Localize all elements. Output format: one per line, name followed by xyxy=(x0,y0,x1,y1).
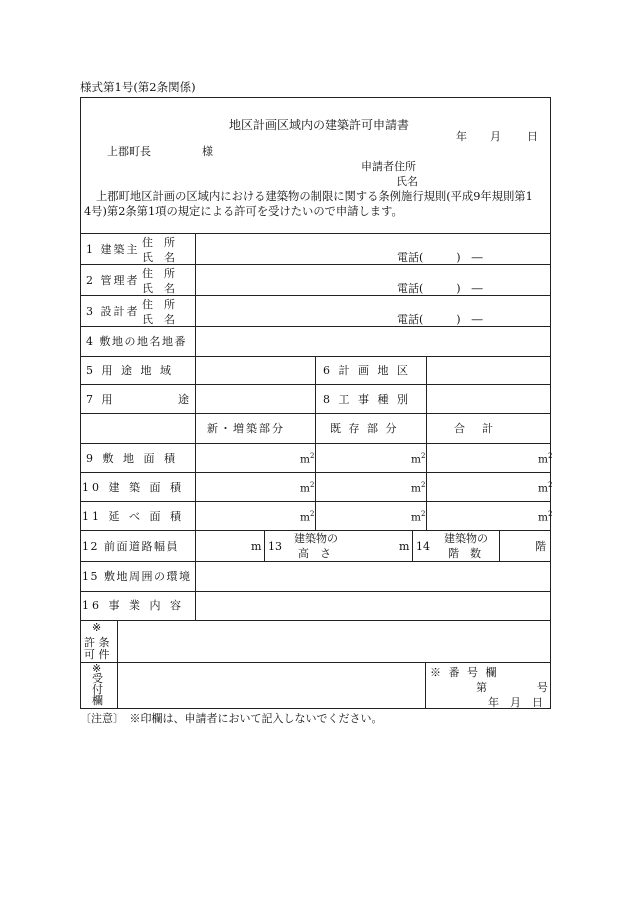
unit-total: $m^2$ xyxy=(538,510,553,524)
form-number: 様式第1号(第2条関係) xyxy=(80,80,196,94)
total-header: 合 計 xyxy=(454,422,496,435)
building-use-label: 7 用 xyxy=(86,393,115,406)
unit-new: $m^2$ xyxy=(300,481,315,495)
use-zone-label: 5 用 途 地 域 xyxy=(86,364,174,377)
form-title: 地区計画区域内の建築許可申請書 xyxy=(229,118,410,132)
building-use-label-end: 途 xyxy=(178,393,189,406)
address-label: 住 所 xyxy=(142,267,175,280)
reception-char: 受 xyxy=(92,672,103,685)
permit-mark: ※ xyxy=(92,621,102,634)
person-label: 1 建築主 xyxy=(86,243,140,256)
name-label: 氏 名 xyxy=(142,251,175,264)
reception-char: 欄 xyxy=(92,694,103,707)
business-content-label: 16 事 業 内 容 xyxy=(82,599,184,612)
height-unit: m xyxy=(399,540,410,553)
phone-label: 電話( ) ― xyxy=(397,313,483,326)
unit-total: $m^2$ xyxy=(538,481,553,495)
number-go: 号 xyxy=(537,681,548,694)
existing-part-header: 既 存 部 分 xyxy=(330,422,399,435)
unit-total: $m^2$ xyxy=(538,452,553,466)
plan-district-label: 6 計 画 地 区 xyxy=(323,364,411,377)
work-type-label: 8 工 事 種 別 xyxy=(323,393,411,406)
floors-number: 14 xyxy=(416,540,430,553)
reception-mark: ※ xyxy=(92,662,102,675)
unit-new: $m^2$ xyxy=(300,452,315,466)
height-label-line1: 建築物の xyxy=(294,532,338,545)
height-label-line2: 高 さ xyxy=(298,547,331,560)
phone-label: 電話( ) ― xyxy=(397,251,483,264)
floors-label-line1: 建築物の xyxy=(444,532,488,545)
date-year: 年 xyxy=(456,130,467,143)
floors-unit: 階 xyxy=(535,540,546,553)
floors-label-line2: 階 数 xyxy=(448,547,481,560)
road-width-unit: m xyxy=(251,540,262,553)
surroundings-label: 15 敷地周囲の環境 xyxy=(82,570,192,583)
unit-existing: $m^2$ xyxy=(411,481,426,495)
address-label: 住 所 xyxy=(142,298,175,311)
person-label: 2 管理者 xyxy=(86,274,140,287)
applicant-address-label: 申請者住所 xyxy=(361,160,416,173)
number-date: 年 月 日 xyxy=(488,696,543,709)
person-label: 3 設計者 xyxy=(86,305,140,318)
reception-char: 付 xyxy=(92,683,103,696)
permit-label-line1: 許 条 xyxy=(84,636,110,649)
number-box-title: ※ 番 号 欄 xyxy=(430,666,499,679)
unit-existing: $m^2$ xyxy=(411,510,426,524)
road-width-label: 12 前面道路幅員 xyxy=(82,540,179,553)
name-label: 氏 名 xyxy=(142,282,175,295)
new-extension-header: 新・増築部分 xyxy=(207,422,285,435)
height-number: 13 xyxy=(268,540,282,553)
date-month: 月 xyxy=(490,130,501,143)
area-row-label: 11 延 べ 面 積 xyxy=(82,510,184,523)
addressee-honorific: 様 xyxy=(202,145,213,158)
phone-label: 電話( ) ― xyxy=(397,282,483,295)
permit-label-line2: 可 件 xyxy=(84,648,110,661)
area-row-label: 10 建 築 面 積 xyxy=(82,481,184,494)
unit-new: $m^2$ xyxy=(300,510,315,524)
addressee-name: 上郡町長 xyxy=(107,145,151,158)
applicant-name-label: 氏名 xyxy=(396,175,418,188)
site-location-label: 4 敷地の地名地番 xyxy=(86,335,187,348)
name-label: 氏 名 xyxy=(142,313,175,326)
statement-line-1: 上郡町地区計画の区域内における建築物の制限に関する条例施行規則(平成9年規則第1 xyxy=(96,190,533,203)
unit-existing: $m^2$ xyxy=(411,452,426,466)
note-text: 〔注意〕 ※印欄は、申請者において記入しないでください。 xyxy=(80,712,383,725)
area-row-label: 9 敷 地 面 積 xyxy=(86,452,178,465)
date-day: 日 xyxy=(527,130,538,143)
address-label: 住 所 xyxy=(142,236,175,249)
statement-line-2: 4号)第2条第1項の規定による許可を受けたいので申請します。 xyxy=(84,205,403,218)
number-dai: 第 xyxy=(476,681,487,694)
